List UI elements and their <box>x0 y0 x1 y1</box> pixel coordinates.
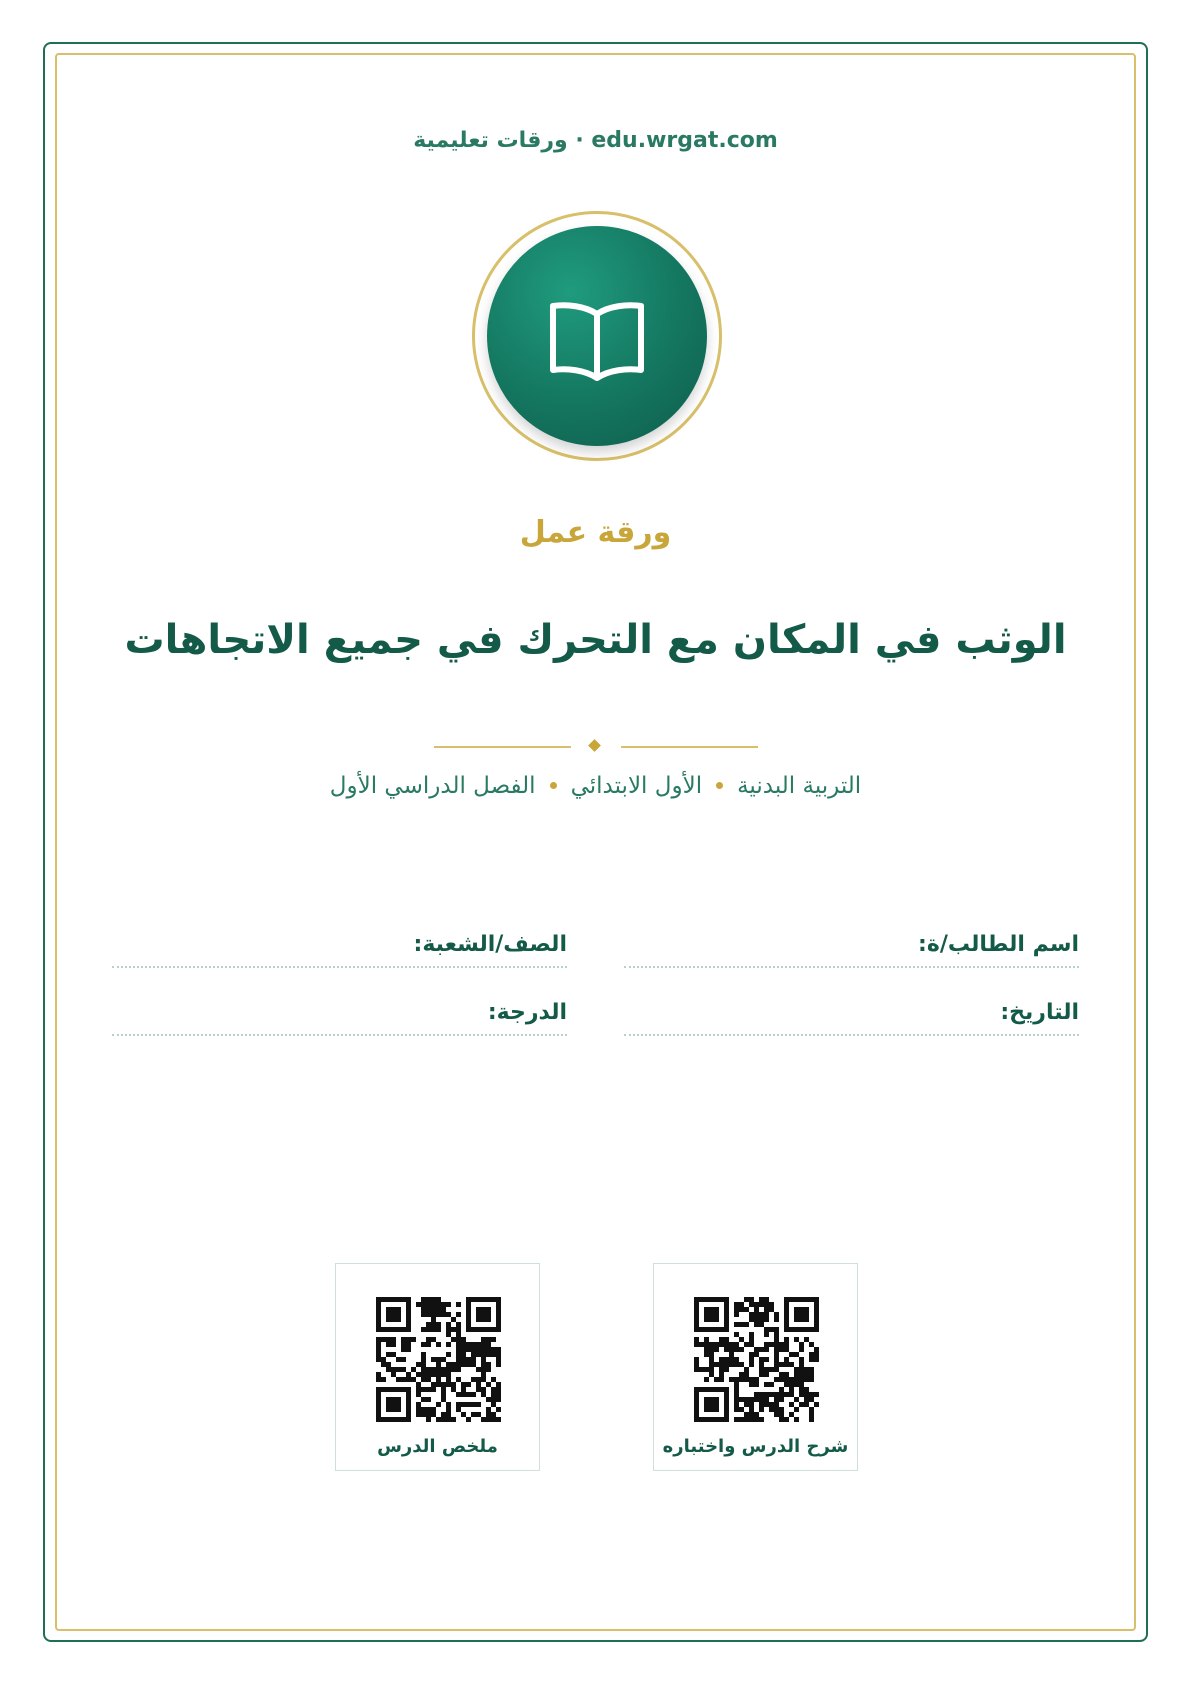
subject-label: التربية البدنية <box>737 772 862 799</box>
separator-dot <box>550 782 557 789</box>
separator-dot <box>716 782 723 789</box>
score-field[interactable] <box>112 1000 567 1036</box>
divider-line-left <box>434 746 571 748</box>
qr-code-icon <box>376 1297 501 1422</box>
date-label: التاريخ: <box>1000 1000 1079 1025</box>
emblem-badge <box>472 211 722 461</box>
student-name-field[interactable] <box>624 932 1079 968</box>
open-book-icon <box>547 298 647 386</box>
qr-card-lesson-explanation[interactable] <box>653 1263 858 1471</box>
document-type-label: ورقة عمل <box>519 515 672 550</box>
grade-label: الأول الابتدائي <box>570 772 703 799</box>
class-section-label: الصف/الشعبة: <box>413 932 567 957</box>
divider-line-right <box>621 746 758 748</box>
document-title: الوثب في المكان مع التحرك في جميع الاتجاهات <box>124 617 1067 663</box>
qr-label: ملخص الدرس <box>377 1436 498 1457</box>
date-field[interactable] <box>624 1000 1079 1036</box>
student-name-label: اسم الطالب/ة: <box>918 932 1079 957</box>
score-label: الدرجة: <box>487 1000 567 1025</box>
course-meta <box>0 772 1191 799</box>
term-label: الفصل الدراسي الأول <box>329 772 536 799</box>
site-header: edu.wrgat.com · ورقات تعليمية <box>413 128 778 153</box>
emblem-circle <box>487 226 707 446</box>
qr-code-icon <box>694 1297 819 1422</box>
class-section-field[interactable] <box>112 932 567 968</box>
qr-label: شرح الدرس واختباره <box>662 1436 849 1457</box>
qr-card-lesson-summary[interactable] <box>335 1263 540 1471</box>
